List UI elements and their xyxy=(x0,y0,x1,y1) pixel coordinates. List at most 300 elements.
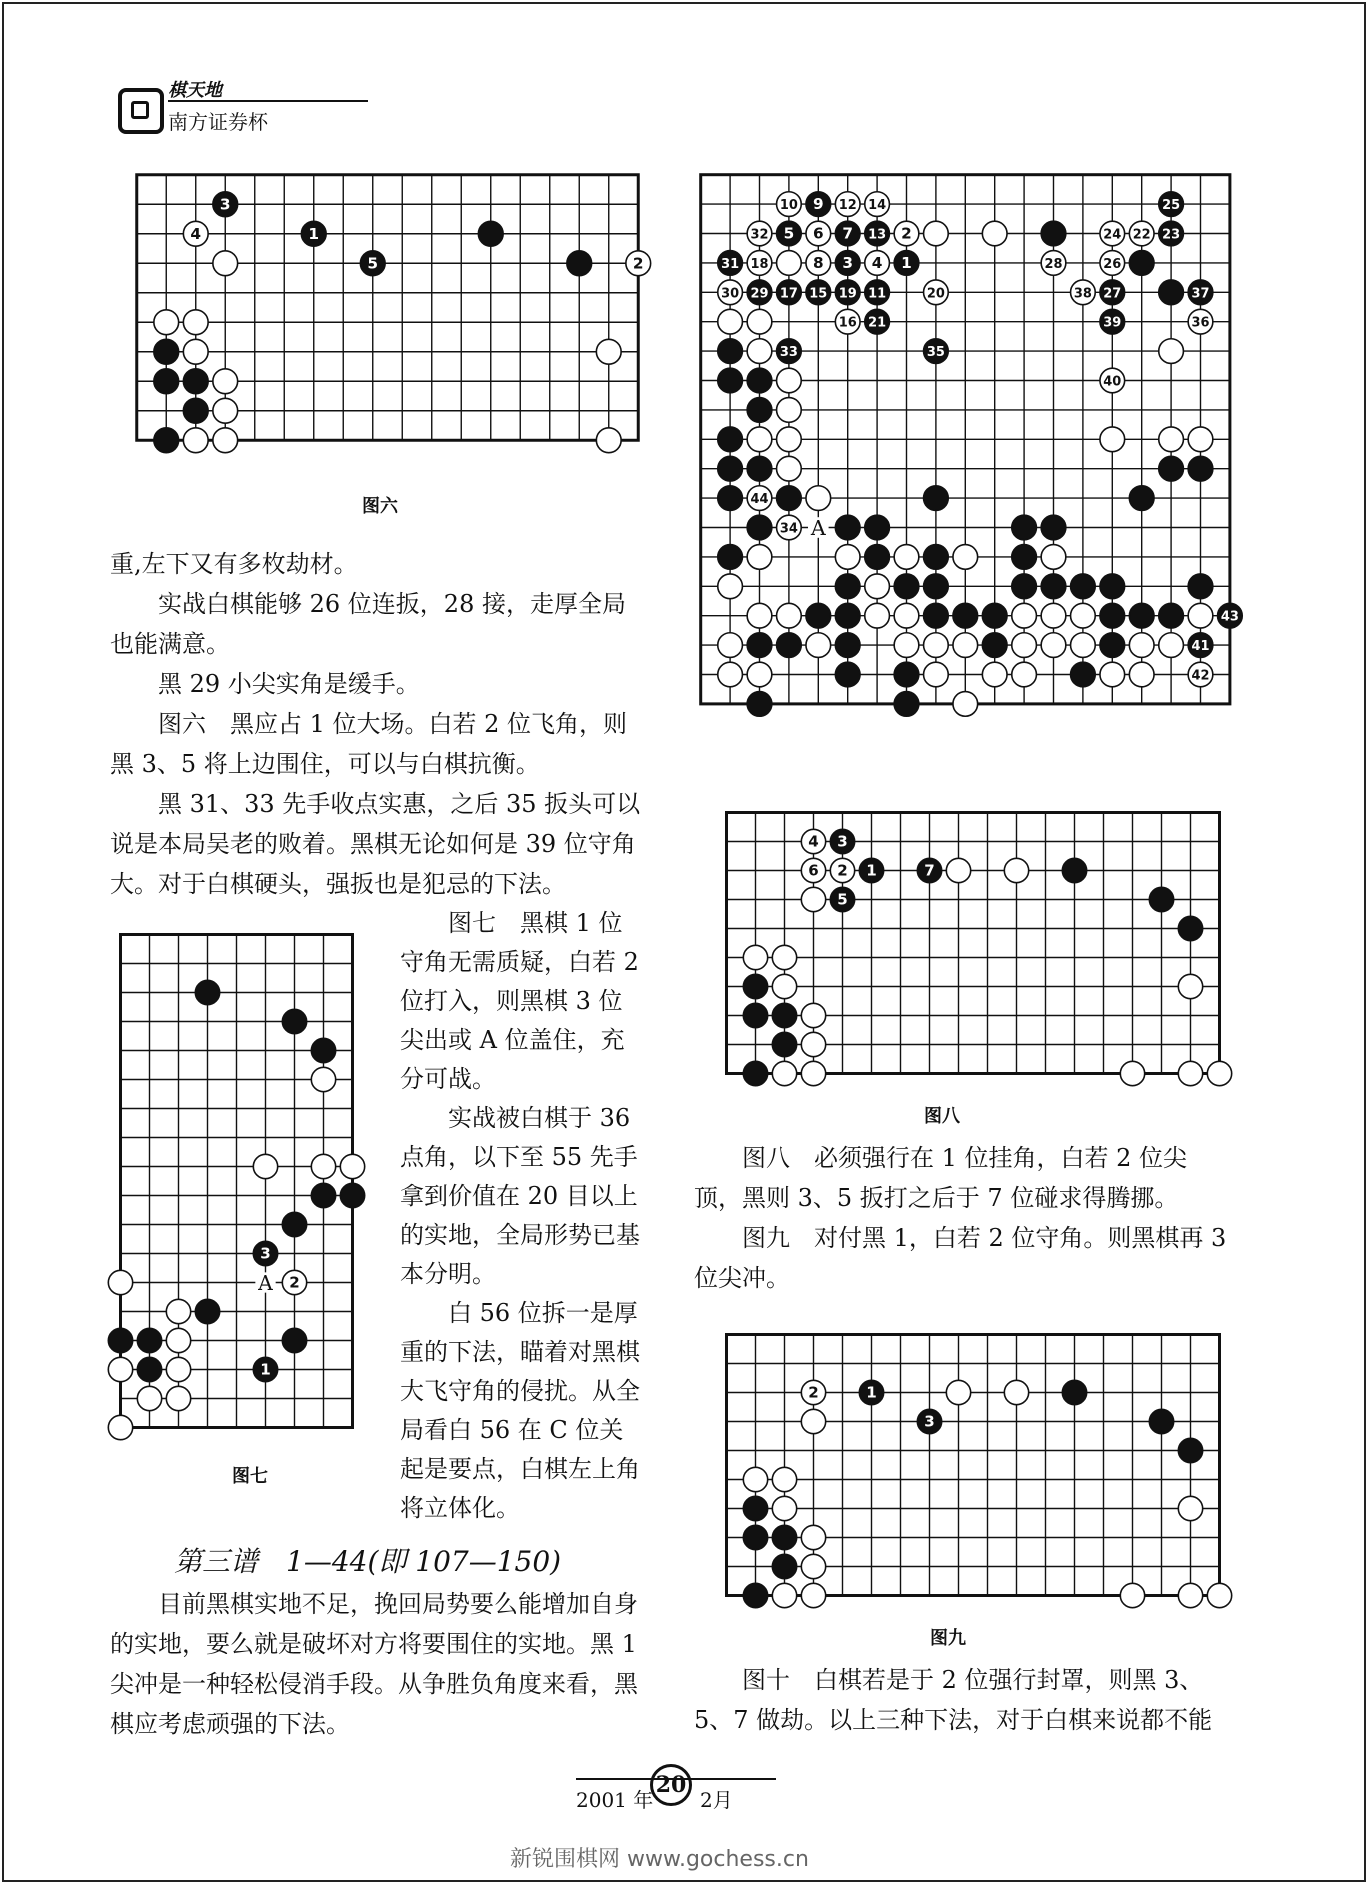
white-stone xyxy=(1120,1061,1144,1085)
white-stone xyxy=(1100,368,1125,393)
black-stone xyxy=(1041,515,1066,540)
black-stone xyxy=(777,633,802,658)
move-number: 5 xyxy=(837,890,848,909)
paragraph: 重,左下又有多枚劫材。 xyxy=(110,550,358,578)
right-text-block xyxy=(694,1138,1234,1298)
white-stone xyxy=(924,221,949,246)
white-stone xyxy=(1207,1583,1231,1607)
black-stone xyxy=(835,603,860,628)
move-number: 3 xyxy=(924,1412,935,1431)
right-bottom-text xyxy=(694,1660,1234,1740)
white-stone xyxy=(1071,280,1096,305)
black-stone xyxy=(718,486,743,511)
white-stone xyxy=(1120,1583,1144,1607)
white-stone xyxy=(806,633,831,658)
white-stone xyxy=(718,280,743,305)
move-number: 3 xyxy=(260,1244,271,1263)
white-stone xyxy=(747,339,772,364)
black-stone xyxy=(567,251,592,276)
move-number: 2 xyxy=(289,1273,300,1292)
move-number: 26 xyxy=(1103,256,1122,272)
black-stone xyxy=(195,980,219,1004)
board-grid xyxy=(710,1318,1236,1612)
black-stone xyxy=(718,339,743,364)
black-stone xyxy=(743,1583,767,1607)
white-stone xyxy=(830,858,854,882)
white-stone xyxy=(596,339,621,364)
black-stone xyxy=(835,633,860,658)
black-stone xyxy=(1100,280,1125,305)
black-stone xyxy=(982,603,1007,628)
paragraph: 目前黑棋实地不足，挽回局势要么能增加自身的实地，要么就是破坏对方将要围住的实地。黑 1 尖冲是一种轻松侵消手段。从争胜负角度来看，黑棋应考虑顽强的下法。 xyxy=(110,1590,638,1738)
move-number: 7 xyxy=(924,861,935,880)
white-stone xyxy=(865,192,890,217)
black-stone xyxy=(1012,574,1037,599)
white-stone xyxy=(1207,1061,1231,1085)
move-number: 10 xyxy=(779,198,798,214)
white-stone xyxy=(108,1270,132,1294)
white-stone xyxy=(1071,633,1096,658)
move-number: 4 xyxy=(871,253,883,272)
white-stone xyxy=(747,251,772,276)
white-stone xyxy=(1012,662,1037,687)
move-number: 21 xyxy=(868,315,887,331)
header-rule xyxy=(168,100,368,102)
black-stone xyxy=(1062,858,1086,882)
white-stone xyxy=(747,427,772,452)
black-stone xyxy=(924,486,949,511)
white-stone xyxy=(801,1061,825,1085)
move-number: 8 xyxy=(812,253,824,272)
white-stone xyxy=(953,545,978,570)
white-stone xyxy=(924,280,949,305)
white-stone xyxy=(982,662,1007,687)
white-stone xyxy=(743,945,767,969)
white-stone xyxy=(953,692,978,717)
move-number: 13 xyxy=(868,227,887,243)
move-number: 29 xyxy=(750,286,769,302)
paragraph: 实战白棋能够 26 位连扳，28 接，走厚全局也能满意。 xyxy=(110,590,626,658)
move-number: 1 xyxy=(866,861,877,880)
point-label: A xyxy=(810,515,826,540)
paragraph: 图六 黑应占 1 位大场。白若 2 位飞角，则黑 3、5 将上边围住，可以与白棋抗衡。 xyxy=(110,710,628,778)
move-number: 40 xyxy=(1103,374,1122,390)
black-stone xyxy=(1188,574,1213,599)
white-stone xyxy=(894,545,919,570)
move-number: 4 xyxy=(808,832,819,851)
move-number: 12 xyxy=(838,198,857,214)
black-stone xyxy=(953,603,978,628)
black-stone xyxy=(835,662,860,687)
white-stone xyxy=(1188,427,1213,452)
white-stone xyxy=(1012,603,1037,628)
move-number: 3 xyxy=(842,253,854,272)
white-stone xyxy=(747,486,772,511)
black-stone xyxy=(747,398,772,423)
move-number: 35 xyxy=(926,345,945,361)
white-stone xyxy=(801,1409,825,1433)
white-stone xyxy=(801,858,825,882)
move-number: 3 xyxy=(837,832,848,851)
white-stone xyxy=(1159,339,1184,364)
paragraph: 实战被白棋于 36 点角，以下至 55 先手拿到价值在 20 目以上的实地，全局形势已基本分明。 xyxy=(400,1104,640,1288)
white-stone xyxy=(213,369,238,394)
white-stone xyxy=(183,310,208,335)
black-stone xyxy=(183,369,208,394)
black-stone xyxy=(835,221,860,246)
black-stone xyxy=(718,456,743,481)
white-stone xyxy=(1041,603,1066,628)
black-stone xyxy=(718,368,743,393)
black-stone xyxy=(1071,662,1096,687)
black-stone xyxy=(718,427,743,452)
move-number: 16 xyxy=(838,315,857,331)
black-stone xyxy=(183,398,208,423)
white-stone xyxy=(777,515,802,540)
white-stone xyxy=(835,309,860,334)
move-number: 42 xyxy=(1191,668,1210,684)
caption-fig8: 图八 xyxy=(924,1106,960,1127)
go-board-fig7 xyxy=(104,918,369,1444)
move-number: 32 xyxy=(750,227,769,243)
black-stone xyxy=(1129,603,1154,628)
paragraph: 图八 必须强行在 1 位挂角，白若 2 位尖顶，黑则 3、5 扳打之后于 7 位碰求得腾挪。 xyxy=(694,1144,1188,1212)
white-stone xyxy=(108,1357,132,1381)
white-stone xyxy=(1159,633,1184,658)
move-number: 33 xyxy=(779,345,798,361)
white-stone xyxy=(801,1003,825,1027)
black-stone xyxy=(894,251,919,276)
move-number: 38 xyxy=(1073,286,1092,302)
move-number: 43 xyxy=(1220,609,1239,625)
white-stone xyxy=(108,1415,132,1439)
move-number: 7 xyxy=(842,224,854,243)
black-stone xyxy=(743,1525,767,1549)
move-number: 5 xyxy=(783,224,795,243)
black-stone xyxy=(772,1525,796,1549)
paragraph: 白 56 位拆一是厚重的下法，瞄着对黑棋大飞守角的侵扰。从全局看白 56 在 C 位关起是要点，白棋左上角将立体化。 xyxy=(400,1299,640,1522)
go-board-fig9 xyxy=(710,1318,1236,1612)
paragraph: 图七 黑棋 1 位守角无需质疑，白若 2 位打入，则黑棋 3 位尖出或 A 位盖住，充分可战。 xyxy=(400,909,639,1093)
black-stone xyxy=(1178,1438,1202,1462)
white-stone xyxy=(982,221,1007,246)
white-stone xyxy=(1004,858,1028,882)
white-stone xyxy=(1100,662,1125,687)
black-stone xyxy=(137,1357,161,1381)
black-stone xyxy=(777,339,802,364)
black-stone xyxy=(747,692,772,717)
white-stone xyxy=(1178,974,1202,998)
white-stone xyxy=(1188,603,1213,628)
black-stone xyxy=(195,1299,219,1323)
black-stone xyxy=(154,428,179,453)
go-board-fig8 xyxy=(710,796,1236,1090)
section-text-block xyxy=(110,1584,642,1744)
move-number: 5 xyxy=(367,254,379,273)
black-stone xyxy=(301,221,326,246)
board-grid xyxy=(104,918,369,1444)
move-number: 11 xyxy=(868,286,887,302)
white-stone xyxy=(772,974,796,998)
white-stone xyxy=(213,251,238,276)
white-stone xyxy=(718,633,743,658)
left-text-block xyxy=(110,544,642,904)
black-stone xyxy=(859,858,883,882)
white-stone xyxy=(801,887,825,911)
white-stone xyxy=(1100,221,1125,246)
white-stone xyxy=(777,192,802,217)
white-stone xyxy=(946,1380,970,1404)
black-stone xyxy=(1100,574,1125,599)
black-stone xyxy=(1159,603,1184,628)
white-stone xyxy=(777,251,802,276)
black-stone xyxy=(865,280,890,305)
white-stone xyxy=(953,633,978,658)
black-stone xyxy=(1100,633,1125,658)
move-number: 18 xyxy=(750,256,769,272)
paragraph: 黑 29 小尖实角是缓手。 xyxy=(158,670,420,698)
caption-fig7: 图七 xyxy=(232,1466,268,1487)
white-stone xyxy=(1159,427,1184,452)
white-stone xyxy=(253,1154,277,1178)
footer-year: 2001 年 xyxy=(576,1788,654,1812)
white-stone xyxy=(772,1496,796,1520)
black-stone xyxy=(835,280,860,305)
footer-month: 2月 xyxy=(700,1788,733,1812)
white-stone xyxy=(1188,309,1213,334)
white-stone xyxy=(747,221,772,246)
white-stone xyxy=(1178,1061,1202,1085)
black-stone xyxy=(865,545,890,570)
black-stone xyxy=(1129,486,1154,511)
black-stone xyxy=(1159,192,1184,217)
white-stone xyxy=(183,339,208,364)
black-stone xyxy=(1100,309,1125,334)
white-stone xyxy=(777,398,802,423)
go-board-fig6 xyxy=(120,158,655,457)
white-stone xyxy=(747,309,772,334)
white-stone xyxy=(1100,427,1125,452)
black-stone xyxy=(154,369,179,394)
black-stone xyxy=(1159,221,1184,246)
black-stone xyxy=(340,1183,364,1207)
black-stone xyxy=(1100,603,1125,628)
white-stone xyxy=(865,251,890,276)
white-stone xyxy=(865,574,890,599)
black-stone xyxy=(253,1357,277,1381)
white-stone xyxy=(1041,251,1066,276)
black-stone xyxy=(859,1380,883,1404)
white-stone xyxy=(1100,251,1125,276)
magazine-subtitle: 南方证券杯 xyxy=(168,110,268,134)
black-stone xyxy=(924,545,949,570)
move-number: 6 xyxy=(808,861,819,880)
white-stone xyxy=(747,662,772,687)
black-stone xyxy=(924,339,949,364)
white-stone xyxy=(772,1061,796,1085)
white-stone xyxy=(801,1525,825,1549)
move-number: 31 xyxy=(721,256,740,272)
white-stone xyxy=(946,858,970,882)
black-stone xyxy=(282,1328,306,1352)
white-stone xyxy=(801,1554,825,1578)
black-stone xyxy=(894,574,919,599)
black-stone xyxy=(743,1496,767,1520)
black-stone xyxy=(1012,515,1037,540)
black-stone xyxy=(743,1061,767,1085)
white-stone xyxy=(865,603,890,628)
move-number: 28 xyxy=(1044,256,1063,272)
black-stone xyxy=(772,1554,796,1578)
move-number: 2 xyxy=(632,254,644,273)
white-stone xyxy=(1178,1583,1202,1607)
black-stone xyxy=(835,515,860,540)
section-heading: 第三谱 1—44(即 107—150) xyxy=(174,1545,562,1578)
white-stone xyxy=(801,1380,825,1404)
paragraph: 图十 白棋若是于 2 位强行封罩，则黑 3、5、7 做劫。以上三种下法，对于白棋来说都不能 xyxy=(694,1666,1213,1734)
black-stone xyxy=(253,1241,277,1265)
white-stone xyxy=(166,1299,190,1323)
move-number: 3 xyxy=(219,195,231,214)
black-stone xyxy=(311,1038,335,1062)
move-number: 20 xyxy=(926,286,945,302)
white-stone xyxy=(1004,1380,1028,1404)
white-stone xyxy=(1178,1496,1202,1520)
move-number: 44 xyxy=(750,492,769,508)
white-stone xyxy=(183,221,208,246)
white-stone xyxy=(1041,633,1066,658)
go-board-main xyxy=(684,158,1247,721)
black-stone xyxy=(1062,1380,1086,1404)
white-stone xyxy=(801,1032,825,1056)
black-stone xyxy=(1149,1409,1173,1433)
black-stone xyxy=(478,221,503,246)
move-number: 36 xyxy=(1191,315,1210,331)
white-stone xyxy=(166,1357,190,1381)
black-stone xyxy=(865,309,890,334)
black-stone xyxy=(806,192,831,217)
black-stone xyxy=(743,1003,767,1027)
black-stone xyxy=(830,829,854,853)
black-stone xyxy=(924,603,949,628)
black-stone xyxy=(835,251,860,276)
white-stone xyxy=(1129,633,1154,658)
move-number: 27 xyxy=(1103,286,1122,302)
black-stone xyxy=(282,1212,306,1236)
white-stone xyxy=(311,1154,335,1178)
board-grid xyxy=(120,158,655,457)
white-stone xyxy=(213,398,238,423)
white-stone xyxy=(311,1067,335,1091)
move-number: 14 xyxy=(868,198,887,214)
black-stone xyxy=(747,633,772,658)
black-stone xyxy=(1041,221,1066,246)
black-stone xyxy=(1071,574,1096,599)
black-stone xyxy=(1188,633,1213,658)
white-stone xyxy=(747,603,772,628)
black-stone xyxy=(772,1003,796,1027)
paragraph: 图九 对付黑 1，白若 2 位守角。则黑棋再 3 位尖冲。 xyxy=(694,1224,1227,1292)
black-stone xyxy=(917,1409,941,1433)
black-stone xyxy=(282,1009,306,1033)
white-stone xyxy=(894,221,919,246)
white-stone xyxy=(801,1583,825,1607)
black-stone xyxy=(924,574,949,599)
white-stone xyxy=(718,309,743,334)
magazine-logo-icon xyxy=(118,88,164,134)
move-number: 1 xyxy=(260,1360,271,1379)
black-stone xyxy=(806,603,831,628)
black-stone xyxy=(835,574,860,599)
black-stone xyxy=(777,486,802,511)
move-number: 19 xyxy=(838,286,857,302)
white-stone xyxy=(835,545,860,570)
paragraph: 黑 31、33 先手收点实惠，之后 35 扳头可以说是本局吴老的败着。黑棋无论如何是 39 位守角大。对于白棋硬头，强扳也是犯忌的下法。 xyxy=(110,790,641,898)
black-stone xyxy=(1178,916,1202,940)
move-number: 1 xyxy=(308,224,320,243)
board-grid xyxy=(710,796,1236,1090)
black-stone xyxy=(865,221,890,246)
black-stone xyxy=(1129,251,1154,276)
white-stone xyxy=(718,662,743,687)
caption-fig9: 图九 xyxy=(930,1628,966,1649)
white-stone xyxy=(772,945,796,969)
black-stone xyxy=(982,633,1007,658)
black-stone xyxy=(137,1328,161,1352)
white-stone xyxy=(772,1467,796,1491)
black-stone xyxy=(743,974,767,998)
move-number: 2 xyxy=(901,224,912,243)
move-number: 22 xyxy=(1132,227,1151,243)
white-stone xyxy=(894,633,919,658)
move-number: 9 xyxy=(812,195,824,214)
white-stone xyxy=(718,574,743,599)
white-stone xyxy=(924,633,949,658)
black-stone xyxy=(747,280,772,305)
white-stone xyxy=(806,221,831,246)
black-stone xyxy=(747,456,772,481)
move-number: 24 xyxy=(1103,227,1122,243)
white-stone xyxy=(743,1467,767,1491)
move-number: 6 xyxy=(812,224,824,243)
black-stone xyxy=(108,1328,132,1352)
white-stone xyxy=(777,427,802,452)
page-number: 20 xyxy=(650,1764,692,1806)
black-stone xyxy=(747,515,772,540)
move-number: 15 xyxy=(809,286,828,302)
black-stone xyxy=(917,858,941,882)
white-stone xyxy=(1012,633,1037,658)
white-stone xyxy=(835,192,860,217)
white-stone xyxy=(340,1154,364,1178)
move-number: 17 xyxy=(779,286,798,302)
black-stone xyxy=(894,662,919,687)
white-stone xyxy=(596,428,621,453)
white-stone xyxy=(137,1386,161,1410)
white-stone xyxy=(626,251,651,276)
move-number: 2 xyxy=(808,1383,819,1402)
black-stone xyxy=(213,192,238,217)
magazine-title: 棋天地 xyxy=(168,80,222,101)
white-stone xyxy=(894,603,919,628)
white-stone xyxy=(806,486,831,511)
move-number: 2 xyxy=(837,861,848,880)
white-stone xyxy=(1071,603,1096,628)
move-number: 34 xyxy=(779,521,798,537)
point-label: A xyxy=(258,1270,273,1295)
watermark: 新锐围棋网 www.gochess.cn xyxy=(510,1847,809,1872)
white-stone xyxy=(1129,221,1154,246)
